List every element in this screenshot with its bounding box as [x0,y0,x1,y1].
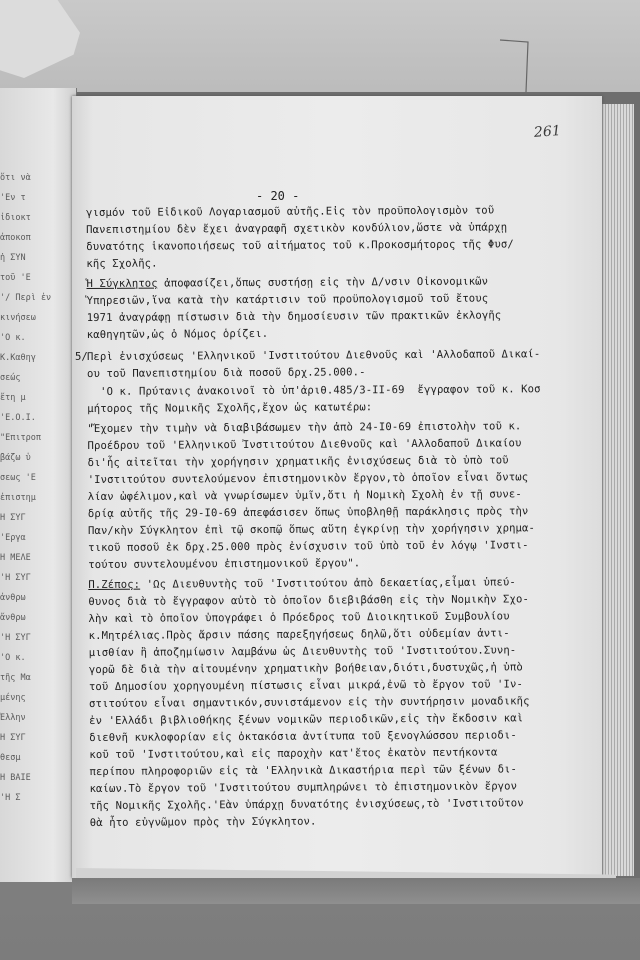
body-line: μήτορος τῆς Νομικῆς Σχολῆς,ἔχον ὡς κατωτέρω: [87,401,373,415]
left-page-line: Κ.Καθηγ [0,353,36,363]
left-page-text [0,88,64,882]
pencil-mark [498,36,532,96]
zepos-line [88,575,516,592]
left-page-line: σεώς [0,373,26,383]
bottom-shadow [72,878,640,904]
left-page-line: 'Εν τ [0,193,26,203]
body-line: Παν/κὴν Σύγκλητον ἐπὶ τῷ σκοπῷ ὅπως αὕτη ἐγκρίνῃ τὴν χορήγησιν χρημα- [87,522,535,537]
body-line: Περὶ ἐνισχύσεως 'Ελληνικοῦ 'Ινστιτούτου Διεθνοῦς καὶ 'Αλλοδαποῦ Δικαί- [86,348,541,363]
body-line: τούτου συντελουμένου ἐπιστημονικοῦ ἔργου". [88,557,361,571]
left-page-line: μένης [0,693,31,703]
zepos-rest: 'Ως Διευθυντὴς τοῦ 'Ινστιτούτου ἀπὸ δεκαετίας,εἶμαι ὑπεύ- [140,576,516,591]
body-line: γορῶ δὲ διὰ τὴν αἰτουμένην χρηματικὴν βοήθειαν,διότι,δυστυχῶς,ἡ ὑπὸ [88,661,523,676]
body-line: κ.Μητρέλιας.Πρὸς ἄρσιν πάσης παρεξηγήσεως δηλῶ,ὅτι οὐδεμίαν ἀντι- [88,627,510,642]
left-page-line: ἰδιοκτ [0,213,31,223]
synklitos-rest: ἀποφασίζει,ὅπως συστήσῃ εἰς τὴν Δ/νσιν Οἰκονομικῶν [157,275,489,290]
body-line: κοῦ τοῦ 'Ινστιτούτου,καὶ εἰς παροχὴν κατ'ἔτος ἑκατὸν πεντήκοντα [89,746,498,761]
body-line: Πανεπιστημίου δὲν ἔχει ἀναγραφῆ σχετικὸν κονδύλιον,ὥστε νὰ ὑπάρχῃ [86,221,508,236]
body-line: γισμόν τοῦ Εἰδικοῦ Λογαριασμοῦ αὐτῆς.Εἰς τὸν προϋπολογισμὸν τοῦ [86,204,495,219]
body-line: θὰ ἦτο εὐγνῶμον πρὸς τὴν Σύγκλητον. [89,815,317,829]
folio-number: 261 [533,123,562,141]
left-page-line: 'Η Σ [0,793,21,803]
left-page-line: 'Ε.Ο.Ι. [0,413,36,423]
body-line: "Ἔχομεν τὴν τιμὴν νὰ διαβιβάσωμεν τὴν ἀπὸ 24-Ι0-69 ἐπιστολὴν τοῦ κ. [87,420,522,435]
left-page-line: τοῦ 'Ε [0,273,31,283]
body-line: 'Ινστιτούτου συντελούμενον ἐπιστημονικὸν ἔργον,τὸ ὁποῖον εἶναι ὄντως [87,471,529,486]
body-line: λὴν καὶ τὸ ὁποῖον ὑπογράφει ὁ Πρόεδρος τοῦ Διοικητικοῦ Συμβουλίου [88,610,510,625]
left-page-line: Η ΒΑΙΕ [0,773,31,783]
body-line: τοῦ Δημοσίου χορηγουμένη πίστωσις εἶναι μικρά,ἐνῶ τὸ ἔργον τοῦ 'Ιν- [88,678,523,693]
left-page-line: ἀνθρω [0,593,26,603]
left-page-line: ἄνθρω [0,613,26,623]
synklitos-lead: Ἡ Σύγκλητος [86,277,158,290]
body-line: 1971 ἀναγράφῃ πίστωσιν διὰ τὴν δημοσίευσιν τῶν πρακτικῶν ἐκλογῆς [86,309,502,324]
body-line: στιτούτου εἶναι σημαντικόν,συνιστάμενον εἰς τὴν συντήρησιν μοναδικῆς [89,695,530,710]
left-page-line: Η ΣΥΓ [0,733,26,743]
left-page-line: 'Η ΣΥΓ [0,633,31,643]
body-line: τικοῦ ποσοῦ ἐκ δρχ.25.000 πρὸς ἐνίσχυσιν τοῦ ὑπὸ τοῦ ἐν λόγῳ 'Ινστι- [88,539,529,554]
left-page-line: Η ΣΥΓ [0,513,26,523]
page-number: - 20 - [256,189,300,203]
left-page-line: 'Εργα [0,533,26,543]
body-line: δυνατότης ἱκανοποιήσεως τοῦ αἰτήματος τοῦ κ.Προκοσμήτορος τῆς Φυσ/ [86,238,514,253]
body-line: 'Ο κ. Πρύτανις ἀνακοινοῖ τὸ ὑπ'ἀριθ.485/3-ΙΙ-69 ἔγγραφον τοῦ κ. Κοσ [87,383,541,398]
left-page-line: 'Ο κ. [0,653,26,663]
left-page-line: σεως 'Ε [0,473,36,483]
body-line: Προέδρου τοῦ 'Ελληνικοῦ Ἰνστιτούτου Διεθνοῦς καὶ 'Αλλοδαποῦ Δικαίου [87,437,522,452]
zepos-lead: Π.Ζέπος: [88,578,141,591]
body-line: ἐν 'Ελλάδι βιβλιοθήκης ξένων νομικῶν περιοδικῶν,εἰς τὴν ἔκδοσιν καὶ [89,712,524,727]
body-line: δι'ἧς αἰτεῖται τὴν χορήγησιν χρηματικῆς ἐνισχύσεως διὰ τὸ ὑπὸ τοῦ [87,454,509,469]
left-page-line: ἔτη μ [0,393,26,403]
synklitos-line [86,275,488,291]
left-page-line: ὅτι νὰ [0,173,31,183]
left-page-line: Ἑλλην [0,713,26,723]
body-line: περίπου πληροφοριῶν εἰς τὰ 'Ελληνικὰ Δικαστήρια περὶ τῶν ξένων δι- [89,763,518,778]
body-line: δρίᾳ αὐτῆς τῆς 29-Ι0-69 ἀπεφάσισεν ὅπως ὑποβληθῇ παράκλησις πρὸς τὴν [87,505,529,520]
body-line: Ὑπηρεσιῶν,ἵνα κατὰ τὴν κατάρτισιν τοῦ προϋπολογισμοῦ τοῦ ἔτους [86,292,489,307]
body-line: καθηγητῶν,ὡς ὁ Νόμος ὁρίζει. [86,327,269,341]
left-page-line: βάζω ὑ [0,453,31,463]
body-line: κῆς Σχολῆς. [86,257,158,270]
body-line: θυνος διὰ τὸ ἔγγραφον αὐτὸ τὸ ὁποῖον διεβιβάσθη εἰς τὴν Νομικὴν Σχο- [88,593,529,608]
body-line: ου τοῦ Πανεπιστημίου διὰ ποσοῦ δρχ.25.000.- [86,366,366,380]
left-page-line: ἡ ΣΥΝ [0,253,26,263]
left-page-line: "Επιτροπ [0,433,41,443]
body-line: τῆς Νομικῆς Σχολῆς.'Εὰν ὑπάρχῃ δυνατότης ἐνισχύσεως,τὸ 'Ινστιτοῦτον [89,797,524,812]
left-page-line: 'Η ΣΥΓ [0,573,31,583]
left-page-line: ἐπιστημ [0,493,36,503]
item-number: 5/ [75,351,88,363]
left-page-line: ἀποκοπ [0,233,31,243]
body-line: διεθνῆ κυκλοφορίαν εἰς ὀκτακόσια ἀντίτυπα τοῦ ξενογλώσσου περιοδι- [89,729,517,744]
left-page-line: τῆς Μα [0,673,31,683]
left-facing-page [0,88,77,882]
left-page-line: κινήσεω [0,313,36,323]
left-page-line: '/ Περὶ ἐν [0,293,52,303]
body-line: καίων.Τὸ ἔργον τοῦ 'Ινστιτούτου συμπληρώνει τὸ ἐπιστημονικὸν ἔργον [89,780,518,795]
left-page-line: θεσμ [0,753,21,763]
left-page-line: Η ΜΕΛΕ [0,553,31,563]
body-line: λίαν ὠφέλιμον,καὶ νὰ γνωρίσωμεν ὑμῖν,ὅτι ἡ Νομικὴ Σχολὴ ἐν τῇ συνε- [87,488,522,503]
body-line: μισθίαν ἢ ἀποζημίωσιν λαμβάνω ὡς Διευθυντὴς τοῦ 'Ινστιτούτου.Συνη- [88,644,517,659]
left-page-line: 'Ο κ. [0,333,26,343]
